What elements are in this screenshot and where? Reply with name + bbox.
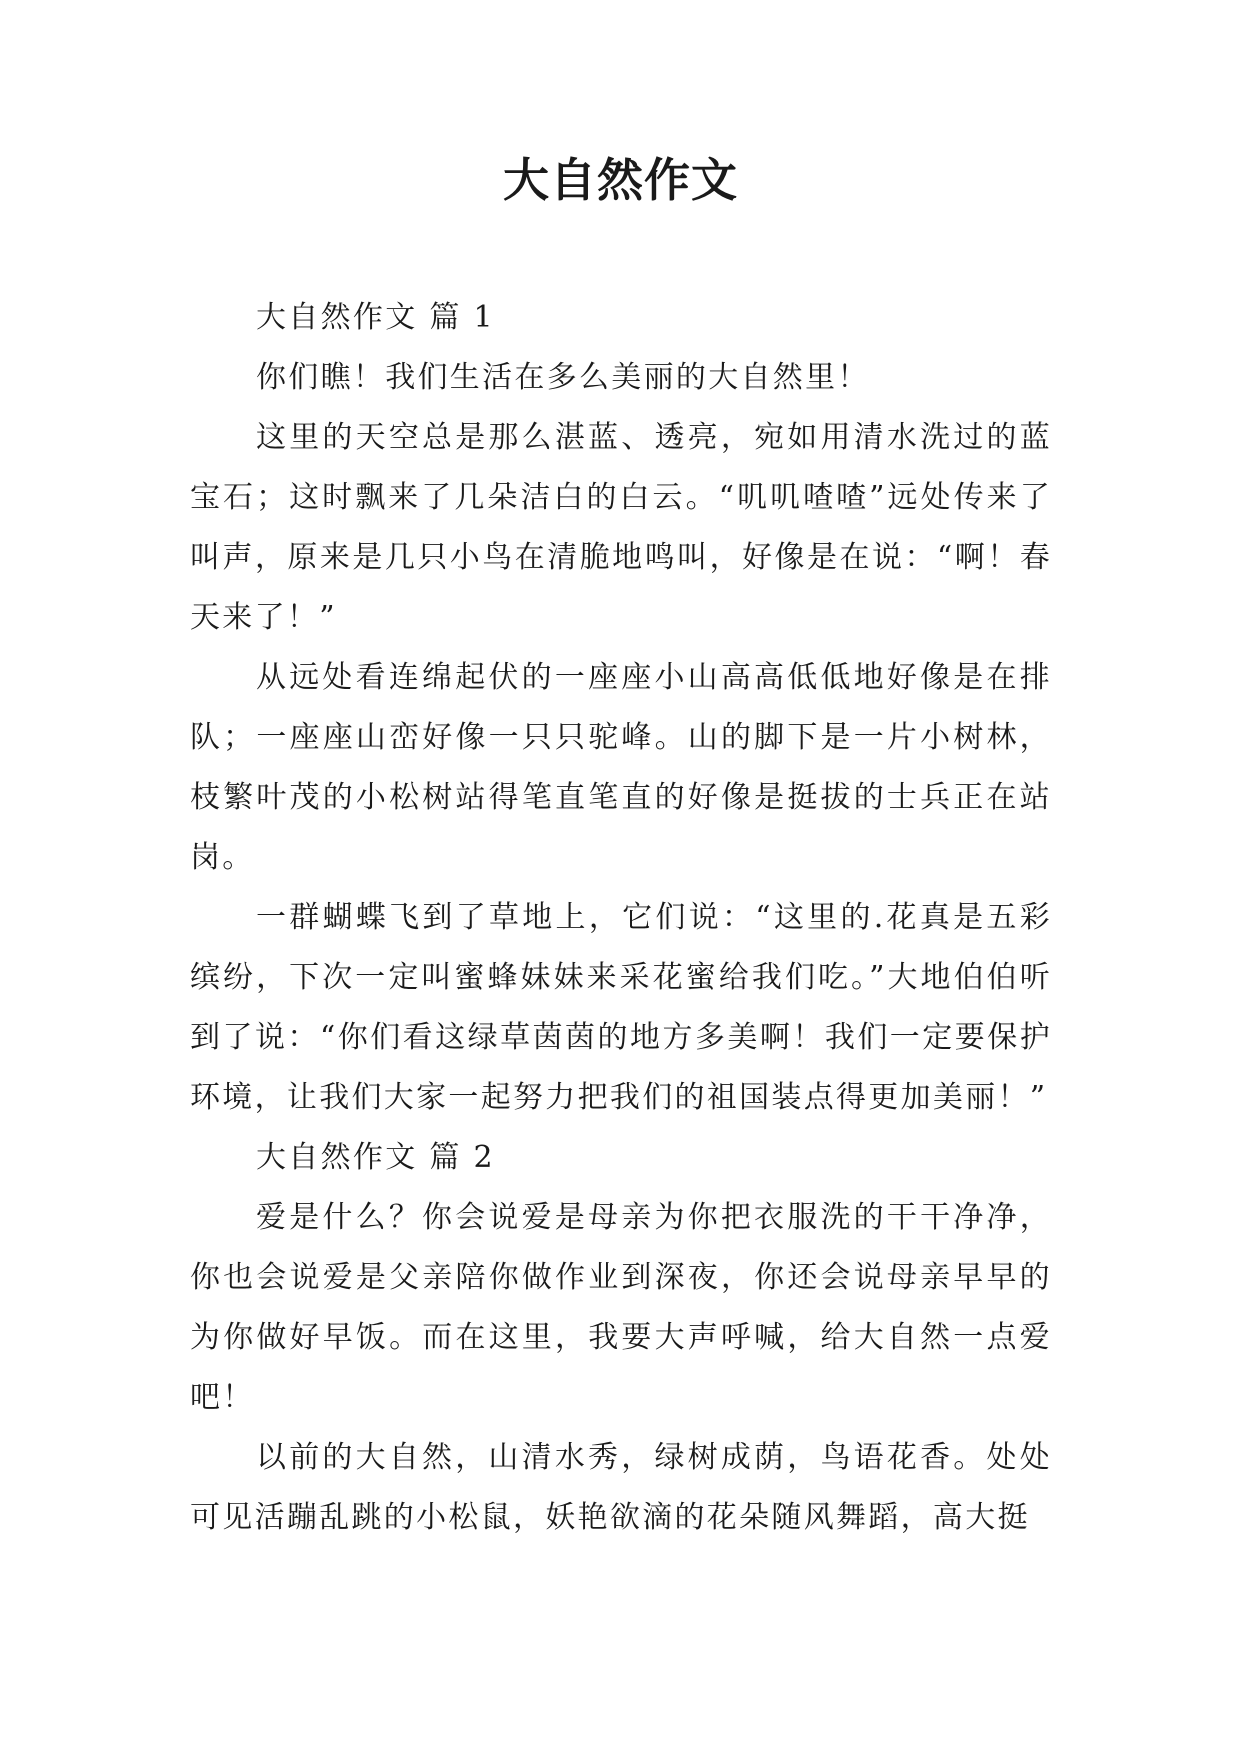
paragraph: 爱是什么？你会说爱是母亲为你把衣服洗的干干净净，你也会说爱是父亲陪你做作业到深夜，你还会说母亲早早的为你做好早饭。而在这里，我要大声呼喊，给大自然一点爱吧！ — [190, 1200, 1052, 1415]
paragraph: 这里的天空总是那么湛蓝、透亮，宛如用清水洗过的蓝宝石；这时飘来了几朵洁白的白云。“叽叽喳喳”远处传来了叫声，原来是几只小鸟在清脆地鸣叫，好像是在说：“啊！春天来了！” — [190, 420, 1052, 635]
paragraph: 以前的大自然，山清水秀，绿树成荫，鸟语花香。处处可见活蹦乱跳的小松鼠，妖艳欲滴的花朵随风舞蹈，高大挺 — [190, 1440, 1052, 1535]
section-heading: 大自然作文 篇 1 — [256, 300, 495, 335]
section-heading: 大自然作文 篇 2 — [256, 1140, 495, 1175]
paragraph: 从远处看连绵起伏的一座座小山高高低低地好像是在排队；一座座山峦好像一只只驼峰。山的脚下是一片小树林，枝繁叶茂的小松树站得笔直笔直的好像是挺拔的士兵正在站岗。 — [190, 660, 1052, 875]
paragraph: 你们瞧！我们生活在多么美丽的大自然里！ — [256, 360, 870, 395]
document-title: 大自然作文 — [503, 153, 738, 207]
document-body — [190, 288, 1052, 1548]
paragraph: 一群蝴蝶飞到了草地上，它们说：“这里的.花真是五彩缤纷，下次一定叫蜜蜂妹妹来采花蜜给我们吃。”大地伯伯听到了说：“你们看这绿草茵茵的地方多美啊！我们一定要保护环境，让我们大家一起努力把我们的祖国装点得更加美丽！” — [190, 900, 1052, 1115]
